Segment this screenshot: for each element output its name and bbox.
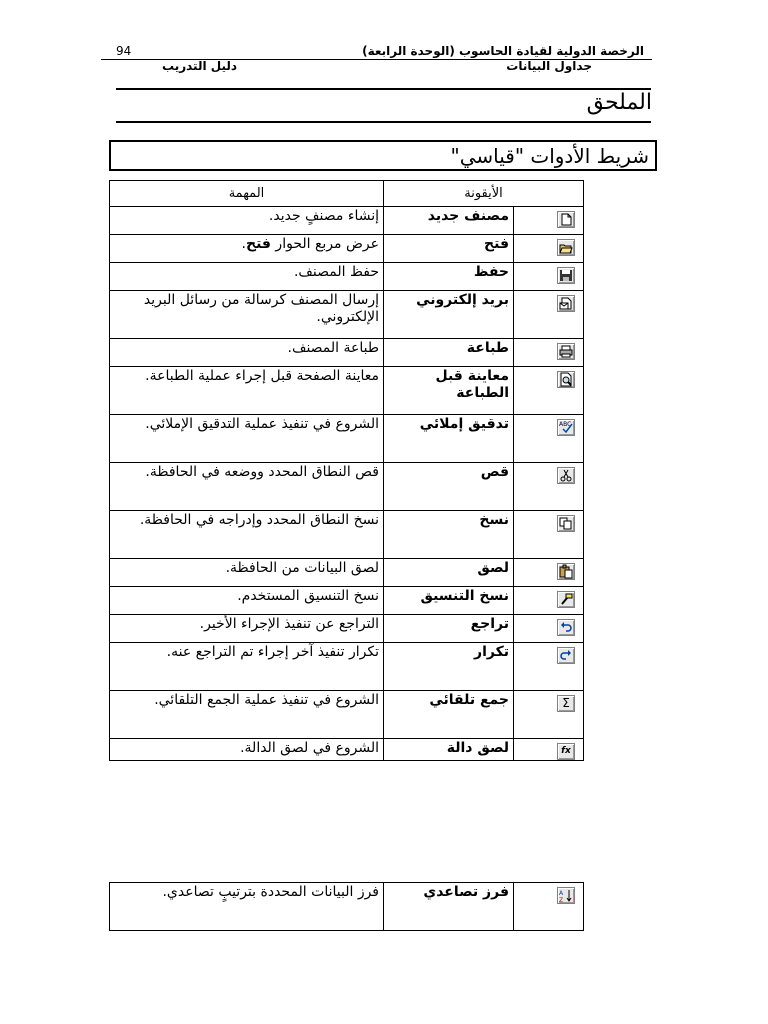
tool-task: الشروع في تنفيذ عملية الجمع التلقائي. <box>110 691 384 739</box>
tool-task: طباعة المصنف. <box>110 339 384 367</box>
table-row <box>110 511 584 559</box>
tool-name: تراجع <box>384 615 514 643</box>
sort-table <box>109 882 584 931</box>
new-document-icon <box>557 211 575 228</box>
tool-task: نسخ النطاق المحدد وإدراجه في الحافظة. <box>110 511 384 559</box>
svg-text:A: A <box>559 890 564 897</box>
table-header-row <box>110 181 584 207</box>
header-right-subtitle: جداول البيانات <box>506 59 592 73</box>
table-row <box>110 587 584 615</box>
toolbar-table <box>109 180 584 761</box>
tool-task: فرز البيانات المحددة بترتيبٍ تصاعدي. <box>110 883 384 931</box>
svg-text:Z: Z <box>559 897 564 903</box>
section-bottom-rule <box>116 121 651 123</box>
table-row <box>110 235 584 263</box>
print-preview-icon <box>557 371 575 388</box>
tool-name: تدقيق إملائي <box>384 415 514 463</box>
table-row <box>110 463 584 511</box>
tool-task: حفظ المصنف. <box>110 263 384 291</box>
tool-task: عرض مربع الحوار فتح. <box>110 235 384 263</box>
scissors-icon <box>557 467 575 484</box>
table-row <box>110 739 584 761</box>
tool-task: لصق البيانات من الحافظة. <box>110 559 384 587</box>
tool-name: لصق <box>384 559 514 587</box>
tool-name: مصنف جديد <box>384 207 514 235</box>
toolbar-title: شريط الأدوات "قياسي" <box>450 144 649 168</box>
autosum-sigma-icon: Σ <box>557 695 575 712</box>
tool-task: إرسال المصنف كرسالة من رسائل البريد الإلكتروني. <box>110 291 384 339</box>
spelling-check-icon: ABC <box>557 419 575 436</box>
tool-name: فتح <box>384 235 514 263</box>
save-disk-icon <box>557 267 575 284</box>
undo-icon <box>557 619 575 636</box>
tool-name: فرز تصاعدي <box>384 883 514 931</box>
tool-name: بريد إلكتروني <box>384 291 514 339</box>
paste-clipboard-icon <box>557 563 575 580</box>
tool-name: لصق دالة <box>384 739 514 761</box>
tool-name: قص <box>384 463 514 511</box>
page-number: 94 <box>116 44 132 58</box>
toolbar-title-box <box>109 140 657 171</box>
icon-column-header: الأيقونة <box>384 181 584 207</box>
printer-icon <box>557 343 575 360</box>
format-painter-icon <box>557 591 575 608</box>
table-row <box>110 263 584 291</box>
table-row <box>110 207 584 235</box>
redo-icon <box>557 647 575 664</box>
table-row <box>110 291 584 339</box>
tool-task: إنشاء مصنفٍ جديد. <box>110 207 384 235</box>
tool-name: معاينة قبل الطباعة <box>384 367 514 415</box>
table-row <box>110 415 584 463</box>
book-title: الرخصة الدولية لقيادة الحاسوب (الوحدة الرابعة) <box>362 44 644 58</box>
tool-name: طباعة <box>384 339 514 367</box>
table-row <box>110 883 584 931</box>
tool-task: التراجع عن تنفيذ الإجراء الأخير. <box>110 615 384 643</box>
paste-function-icon: fx <box>557 743 575 760</box>
table-row <box>110 643 584 691</box>
open-folder-icon <box>557 239 575 256</box>
tool-task: نسخ التنسيق المستخدم. <box>110 587 384 615</box>
tool-name: حفظ <box>384 263 514 291</box>
table-row <box>110 367 584 415</box>
tool-task: الشروع في تنفيذ عملية التدقيق الإملائي. <box>110 415 384 463</box>
tool-task: الشروع في لصق الدالة. <box>110 739 384 761</box>
table-row <box>110 339 584 367</box>
section-top-rule <box>116 88 651 90</box>
task-column-header: المهمة <box>110 181 384 207</box>
tool-name: جمع تلقائي <box>384 691 514 739</box>
copy-icon <box>557 515 575 532</box>
tool-task: قص النطاق المحدد ووضعه في الحافظة. <box>110 463 384 511</box>
tool-name: نسخ التنسيق <box>384 587 514 615</box>
header-left-subtitle: دليل التدريب <box>162 59 238 73</box>
tool-task: تكرار تنفيذ آخر إجراء تم التراجع عنه. <box>110 643 384 691</box>
table-row <box>110 691 584 739</box>
tool-task: معاينة الصفحة قبل إجراء عملية الطباعة. <box>110 367 384 415</box>
table-row <box>110 559 584 587</box>
section-title: الملحق <box>586 90 652 115</box>
tool-name: نسخ <box>384 511 514 559</box>
email-icon <box>557 295 575 312</box>
tool-name: تكرار <box>384 643 514 691</box>
table-row <box>110 615 584 643</box>
sort-ascending-icon <box>557 887 575 904</box>
